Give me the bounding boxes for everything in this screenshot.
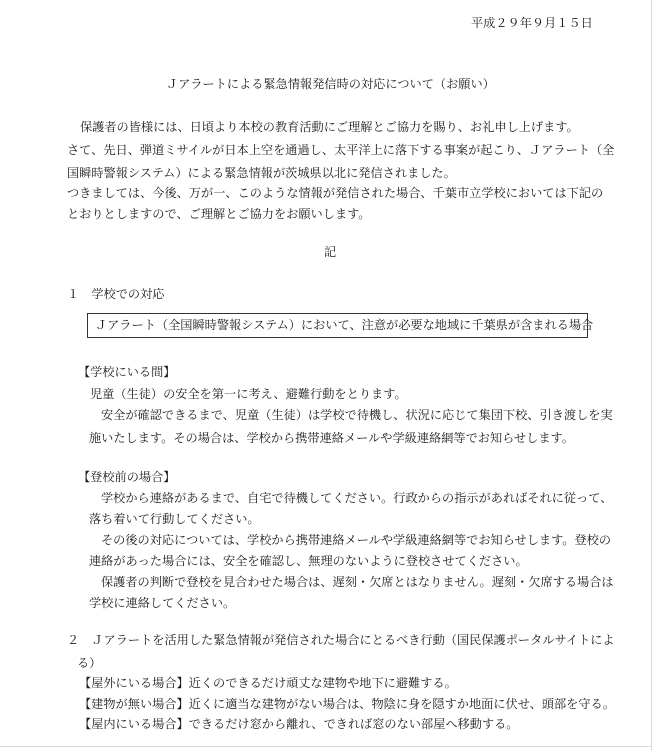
before-school-heading: 【登校前の場合】	[78, 470, 176, 484]
intro-paragraph-2-line-2: 国瞬時警報システム）による緊急情報が茨城県以北に発信されました。	[67, 166, 456, 180]
section-1-heading: １ 学校での対応	[67, 287, 165, 301]
document-title: Ｊアラートによる緊急情報発信時の対応について（お願い）	[166, 77, 495, 91]
before-school-line-2b: 連絡があった場合には、安全を確認し、無理のないように登校させてください。	[89, 554, 528, 568]
intro-paragraph-1: 保護者の皆様には、日頃より本校の教育活動にご理解とご協力を賜り、お礼申し上げます。	[80, 120, 579, 134]
section-2-heading-line-1: ２ Ｊアラートを活用した緊急情報が発信された場合にとるべき行動（国民保護ポータルサイトによ	[67, 633, 615, 647]
intro-paragraph-3-line-2: とおりとしますので、ご理解とご協力をお願いします。	[67, 207, 371, 221]
action-item-outdoors: 【屋外にいる場合】近くのできるだけ頑丈な建物や地下に避難する。	[79, 676, 457, 690]
action-item-no-building: 【建物が無い場合】近くに適当な建物がない場合は、物陰に身を隠すか地面に伏せ、頭部を守る。	[79, 697, 615, 711]
before-school-line-1b: 落ち着いて行動してください。	[89, 512, 260, 526]
ki-marker: 記	[324, 245, 337, 259]
page-edge-bottom	[0, 746, 652, 747]
condition-box-text: Ｊアラート（全国瞬時警報システム）において、注意が必要な地域に千葉県が含まれる場合	[95, 318, 594, 332]
at-school-line-2b: 施いたします。その場合は、学校から携帯連絡メールや学級連絡網等でお知らせします。	[89, 431, 574, 445]
section-2-heading-line-2: る）	[77, 656, 102, 670]
action-item-indoors: 【屋内にいる場合】できるだけ窓から離れ、できれば窓のない部屋へ移動する。	[79, 717, 519, 731]
before-school-line-3a: 保護者の判断で登校を見合わせた場合は、遅刻・欠席とはなりません。遅刻・欠席する場合は	[101, 575, 614, 589]
at-school-line-2a: 安全が確認できるまで、児童（生徒）は学校で待機し、状況に応じて集団下校、引き渡しを実	[101, 408, 613, 422]
page-edge-right	[651, 0, 652, 750]
intro-paragraph-2-line-1: さて、先日、弾道ミサイルが日本上空を通過し、太平洋上に落下する事案が起こり、Ｊアラート（全	[67, 143, 615, 157]
before-school-line-1a: 学校から連絡があるまで、自宅で待機してください。行政からの指示があればそれに従って、	[101, 491, 613, 505]
at-school-heading: 【学校にいる間】	[78, 365, 176, 379]
intro-paragraph-3-line-1: つきましては、今後、万が一、このような情報が発信された場合、千葉市立学校においては下記の	[67, 186, 604, 200]
before-school-line-2a: その後の対応については、学校から携帯連絡メールや学級連絡網等でお知らせします。登校の	[101, 533, 612, 547]
before-school-line-3b: 学校に連絡してください。	[89, 596, 236, 610]
at-school-line-1: 児童（生徒）の安全を第一に考え、避難行動をとります。	[90, 387, 407, 401]
document-date: 平成２９年９月１５日	[471, 16, 593, 30]
